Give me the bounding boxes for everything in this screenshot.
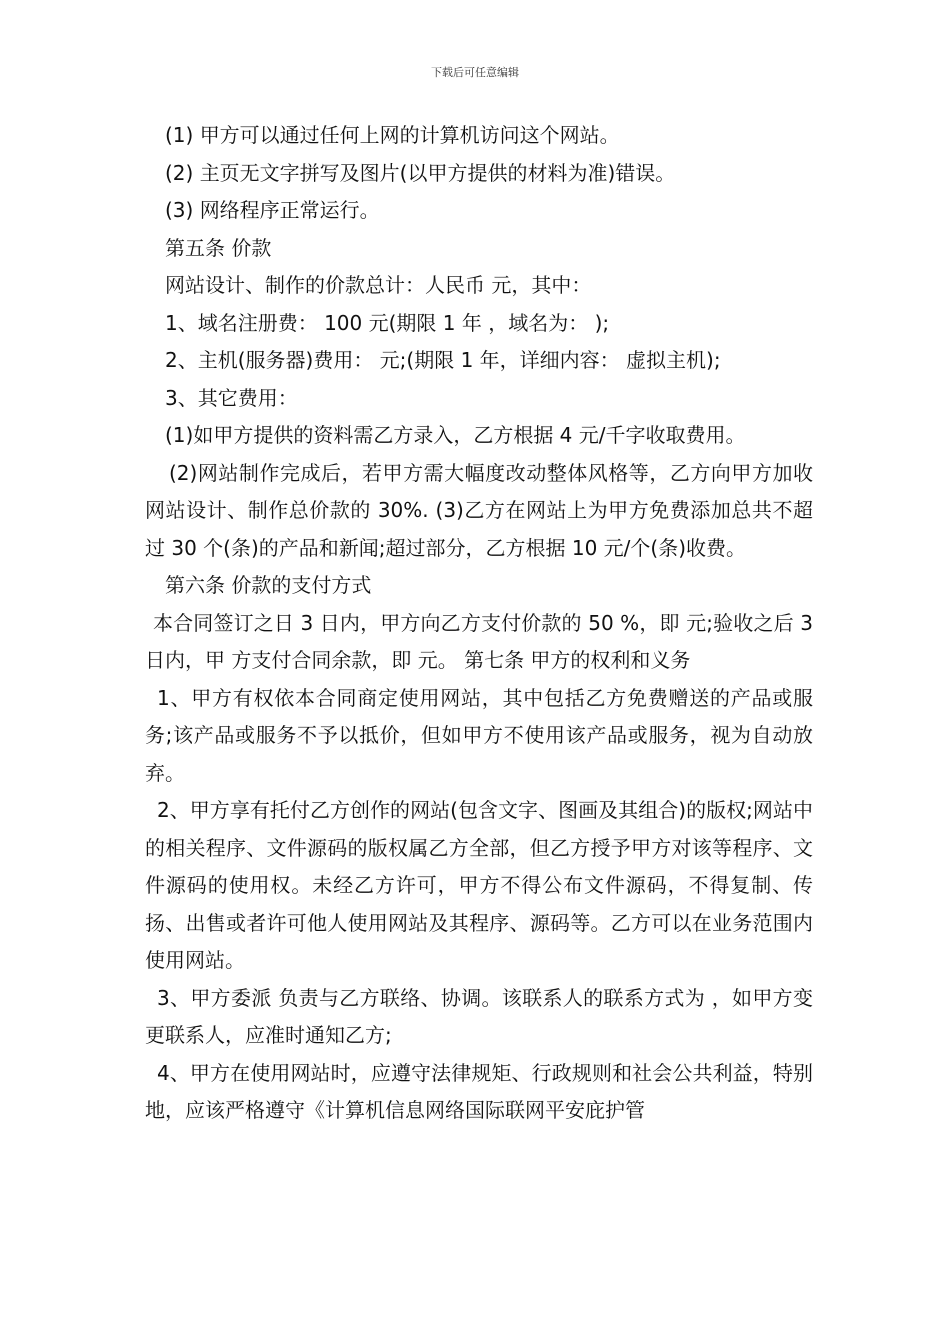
paragraph-price-total: 网站设计、制作的价款总计：人民币 元，其中： bbox=[165, 273, 592, 297]
section-heading-6: 第六条 价款的支付方式 bbox=[165, 573, 372, 597]
paragraph-other-fees: 3、其它费用： bbox=[165, 385, 298, 410]
paragraph-item-2: (2) 主页无文字拼写及图片(以甲方提供的材料为准)错误。 bbox=[165, 160, 676, 185]
paragraph-right-3: 3、甲方委派 负责与乙方联络、协调。该联系人的联系方式为 ，如甲方变更联系人，应准时通知乙方; bbox=[145, 985, 813, 1047]
paragraph-payment-terms: 本合同签订之日 3 日内，甲方向乙方支付价款的 50 %，即 元;验收之后 3 日内，甲 方支付合同余款，即 元。 第七条 甲方的权利和义务 bbox=[145, 610, 813, 672]
paragraph-item-1: (1) 甲方可以通过任何上网的计算机访问这个网站。 bbox=[165, 123, 620, 147]
paragraph-host-fee: 2、主机(服务器)费用： 元;(期限 1 年，详细内容： 虚拟主机); bbox=[165, 348, 721, 372]
section-heading-5: 第五条 价款 bbox=[165, 235, 272, 260]
paragraph-right-2: 2、甲方享有托付乙方创作的网站(包含文字、图画及其组合)的版权;网站中的相关程序、文件源码的版权属乙方全部，但乙方授予甲方对该等程序、文件源码的使用权。未经乙方许可，甲方不得公布文件源码，不得复制、传扬、出售或者许可他人使用网站及其程序、源码等。乙方可以在业务范围内使用网站。 bbox=[145, 798, 813, 972]
paragraph-right-4: 4、甲方在使用网站时，应遵守法律规矩、行政规则和社会公共利益，特别地，应该严格遵守《计算机信息网络国际联网平安庇护管 bbox=[145, 1060, 813, 1122]
paragraph-item-3: (3) 网络程序正常运行。 bbox=[165, 198, 380, 222]
paragraph-input-fee: (1)如甲方提供的资料需乙方录入，乙方根据 4 元/千字收取费用。 bbox=[165, 423, 746, 447]
document-body bbox=[145, 117, 813, 1130]
paragraph-style-change-fee: (2)网站制作完成后，若甲方需大幅度改动整体风格等，乙方向甲方加收网站设计、制作总价款的 30%. (3)乙方在网站上为甲方免费添加总共不超过 30 个(条)的产品和新闻;超过部分，乙方根据 10 元/个(条)收费。 bbox=[145, 460, 813, 560]
paragraph-domain-fee: 1、域名注册费： 100 元(期限 1 年 ，域名为： ); bbox=[165, 310, 610, 335]
paragraph-right-1: 1、甲方有权依本合同商定使用网站，其中包括乙方免费赠送的产品或服务;该产品或服务不予以抵价，但如甲方不使用该产品或服务，视为自动放弃。 bbox=[145, 685, 813, 785]
page-header: 下载后可任意编辑 bbox=[431, 66, 519, 79]
